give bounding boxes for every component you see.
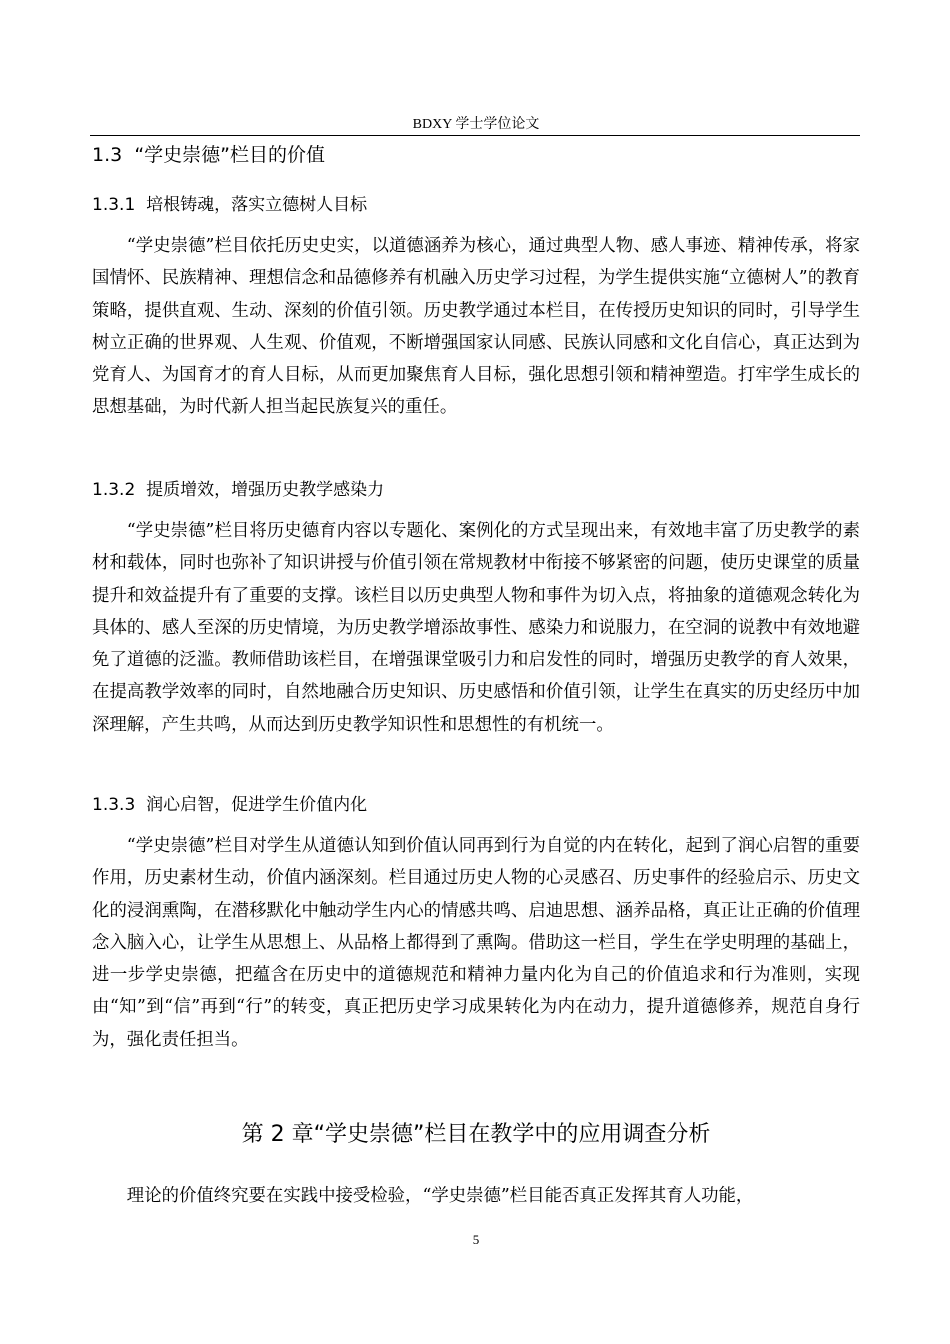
subsection-heading-1 — [92, 193, 367, 217]
page-number: 5 — [472, 1232, 480, 1247]
subsection-number: 1.3.2 — [92, 480, 136, 500]
section-number: 1.3 — [92, 144, 123, 166]
paragraph-1: “学史崇德”栏目依托历史史实，以道德涵养为核心，通过典型人物、感人事迹、精神传承，将家国情怀、民族精神、理想信念和品德修养有机融入历史学习过程，为学生提供实施“立德树人”的教育策略，提供直观、生动、深刻的价值引领。历史教学通过本栏目，在传授历史知识的同时，引导学生树立正确的世界观、人生观、价值观，不断增强国家认同感、民族认同感和文化自信心，真正达到为党育人、为国育才的育人目标，从而更加聚焦育人目标，强化思想引领和精神塑造。打牢学生成长的思想基础，为时代新人担当起民族复兴的重任。 — [92, 236, 860, 418]
chapter-title: 第 2 章“学史崇德”栏目在教学中的应用调查分析 — [241, 1122, 711, 1147]
subsection-number: 1.3.1 — [92, 195, 136, 215]
section-title: “学史崇德”栏目的价值 — [134, 144, 325, 166]
subsection-title: 培根铸魂，落实立德树人目标 — [146, 195, 368, 215]
header-rule — [90, 135, 860, 136]
chapter-intro-paragraph: 理论的价值终究要在实践中接受检验，“学史崇德”栏目能否真正发挥其育人功能， — [126, 1186, 754, 1206]
subsection-title: 润心启智，促进学生价值内化 — [146, 795, 368, 815]
subsection-title: 提质增效，增强历史教学感染力 — [146, 480, 385, 500]
subsection-number: 1.3.3 — [92, 795, 136, 815]
subsection-heading-2 — [92, 478, 384, 502]
paragraph-2: “学史崇德”栏目将历史德育内容以专题化、案例化的方式呈现出来，有效地丰富了历史教学的素材和载体，同时也弥补了知识讲授与价值引领在常规教材中衔接不够紧密的问题，使历史课堂的质量提升和效益提升有了重要的支撑。该栏目以历史典型人物和事件为切入点，将抽象的道德观念转化为具体的、感人至深的历史情境，为历史教学增添故事性、感染力和说服力，在空洞的说教中有效地避免了道德的泛滥。教师借助该栏目，在增强课堂吸引力和启发性的同时，增强历史教学的育人效果，在提高教学效率的同时，自然地融合历史知识、历史感悟和价值引领，让学生在真实的历史经历中加深理解，产生共鸣，从而达到历史教学知识性和思想性的有机统一。 — [92, 521, 860, 735]
running-header: BDXY 学士学位论文 — [412, 117, 540, 132]
paragraph-3: “学史崇德”栏目对学生从道德认知到价值认同再到行为自觉的内在转化，起到了润心启智的重要作用，历史素材生动，价值内涵深刻。栏目通过历史人物的心灵感召、历史事件的经验启示、历史文化的浸润熏陶，在潜移默化中触动学生内心的情感共鸣、启迪思想、涵养品格，真正让正确的价值理念入脑入心，让学生从思想上、从品格上都得到了熏陶。借助这一栏目，学生在学史明理的基础上，进一步学史崇德，把蕴含在历史中的道德规范和精神力量内化为自己的价值追求和行为准则，实现由“知”到“信”再到“行”的转变，真正把历史学习成果转化为内在动力，提升道德修养，规范自身行为，强化责任担当。 — [92, 836, 860, 1050]
subsection-heading-3 — [92, 793, 367, 817]
section-heading — [92, 142, 325, 168]
